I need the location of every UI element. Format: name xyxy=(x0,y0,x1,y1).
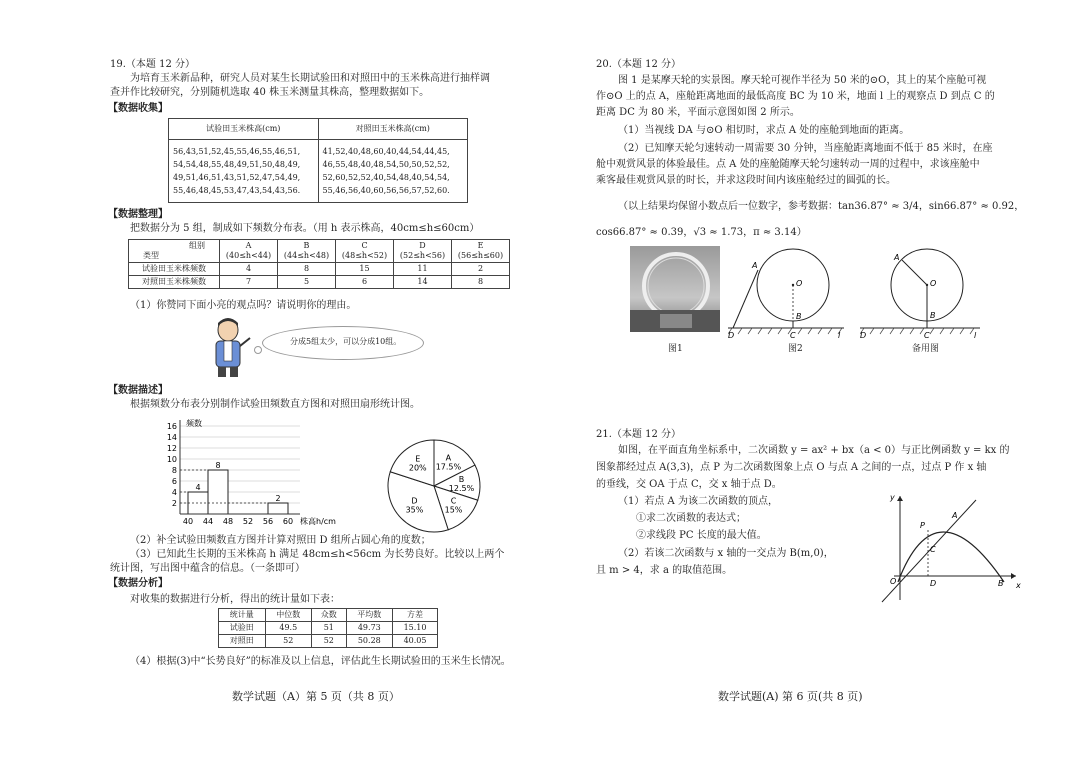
x-axis-label: 株高h/cm xyxy=(300,517,336,526)
q19-intro-line1: 为培育玉米新品种，研究人员对某生长期试验田和对照田中的玉米株高进行抽样调 xyxy=(130,73,490,84)
pie-slice-percent: 12.5% xyxy=(448,483,475,493)
pie-slice-percent: 35% xyxy=(405,505,424,515)
x-axis-label: x xyxy=(1016,581,1021,590)
label-d: D xyxy=(728,331,735,340)
q21-function-graph xyxy=(876,492,1026,604)
q20-part2-line2: 舱中观赏风景的体验最佳。点 A 处的座舱随摩天轮匀速转动一周的过程中，求该座舱中 xyxy=(596,159,980,170)
q21-header: 21.（本题 12 分） xyxy=(596,429,681,440)
q21-line2: 图象都经过点 A(3,3)，点 P 为二次函数图象上点 O 与点 A 之间的一点，过点 P 作 x 轴 xyxy=(596,462,987,473)
control-field-header: 对照田玉米株高(cm) xyxy=(318,119,468,140)
table-row: 试验田玉米株频数 4 8 15 11 2 xyxy=(129,263,510,276)
q21-part2-line1: （2）若该二次函数与 x 轴的一交点为 B(m,0)， xyxy=(618,548,834,559)
ferris-wheel-photo xyxy=(630,246,720,332)
origin-label: O xyxy=(890,577,897,586)
q21-part1: （1）若点 A 为该二次函数的顶点， xyxy=(618,496,778,507)
point-b-label: B xyxy=(998,579,1004,588)
bar-value-label: 8 xyxy=(215,461,221,470)
section-data-organization: 【数据整理】 xyxy=(108,209,168,220)
pie-slice-label: A xyxy=(445,453,452,463)
section-data-collection: 【数据收集】 xyxy=(108,103,168,114)
table-row: 对照田玉米株频数 7 5 6 14 8 xyxy=(129,276,510,289)
y-tick-label: 12 xyxy=(166,444,177,453)
q19-header: 19.（本题 12 分） xyxy=(110,59,195,70)
q20-line1: 图 1 是某摩天轮的实景图。摩天轮可视作半径为 50 米的⊙O，其上的某个座舱可视 xyxy=(618,75,987,86)
point-c-label: C xyxy=(930,545,936,554)
y-axis-label: 频数 xyxy=(186,419,202,428)
collection-table xyxy=(168,118,468,203)
q20-reference-data-line2: cos66.87° ≈ 0.39，√3 ≈ 1.73，π ≈ 3.14） xyxy=(596,227,807,238)
question-3-line2: 统计图，写出图中蕴含的信息。（一条即可） xyxy=(110,563,305,574)
question-3-line1: （3）已知此生长期的玉米株高 h 满足 48cm≤h<56cm 为长势良好。比较以上两个 xyxy=(130,549,505,560)
speech-bubble-text: 分成5组太少，可以分成10组。 xyxy=(290,337,402,346)
q20-header: 20.（本题 12 分） xyxy=(596,59,681,70)
q20-part2-line3: 乘客最佳观赏风景的时长，并求这段时间内该座舱经过的圆弧的长。 xyxy=(596,175,896,186)
spare-figure-diagram xyxy=(860,248,982,340)
trial-field-data: 56,43,51,52,45,55,46,55,46,51, 54,54,48,55,48,49,51,50,48,49, 49,51,46,51,43,51,52,47,54,49, 55,46,48,45,53,47,43,54,43,56. xyxy=(169,140,319,203)
group-e-header: E (56≤h≤60) xyxy=(452,240,510,263)
q20-reference-data-line1: （以上结果均保留小数点后一位数字，参考数据：tan36.87° ≈ 3/4，sin66.87° ≈ 0.92， xyxy=(618,201,1025,212)
group-a-header: A (40≤h<44) xyxy=(220,240,278,263)
table-row: 试验田 49.5 51 49.73 15.10 xyxy=(219,622,438,635)
trial-field-histogram xyxy=(150,414,370,532)
frequency-table xyxy=(128,239,510,289)
label-b: B xyxy=(796,312,802,321)
control-field-data: 41,52,40,48,60,40,44,54,44,45, 46,55,48,40,48,54,50,50,52,52, 52,60,52,52,40,54,48,40,54,54, 55,46,56,40,60,56,56,57,52,60. xyxy=(318,140,468,203)
label-c: C xyxy=(790,331,796,340)
label-b: B xyxy=(930,311,936,320)
y-axis-label: y xyxy=(890,493,895,502)
x-tick-label: 56 xyxy=(262,517,274,526)
q21-line1: 如图，在平面直角坐标系中，二次函数 y = ax² + bx（a < 0）与正比例函数 y = kx 的 xyxy=(618,445,1010,456)
pie-slice-percent: 15% xyxy=(444,505,463,515)
point-p-label: P xyxy=(920,521,925,530)
x-tick-label: 48 xyxy=(222,517,234,526)
x-tick-label: 40 xyxy=(182,517,194,526)
y-tick-label: 8 xyxy=(171,466,177,475)
speech-bubble-dot xyxy=(254,346,262,354)
label-o: O xyxy=(930,279,937,288)
y-tick-label: 14 xyxy=(166,433,177,442)
right-page xyxy=(540,0,1080,763)
point-a-label: A xyxy=(952,511,958,520)
point-d-label: D xyxy=(930,579,937,588)
figure-2-diagram xyxy=(728,248,846,340)
page-footer: 数学试题（A）第 5 页（共 8 页） xyxy=(232,690,400,703)
question-4: （4）根据(3)中“长势良好”的标准及以上信息，评估此生长期试验田的玉米生长情况。 xyxy=(130,656,511,667)
section-data-description: 【数据描述】 xyxy=(108,385,168,396)
group-d-header: D (52≤h<56) xyxy=(394,240,452,263)
table-corner: 组别 类型 xyxy=(129,240,220,263)
pie-slice-percent: 17.5% xyxy=(435,462,462,472)
statistics-table: 统计量 中位数 众数 平均数 方差 试验田 49.5 51 49.73 15.10 对照田 52 52 50.28 40.05 xyxy=(218,608,438,648)
q20-line3: 距离 DC 为 80 米，平面示意图如图 2 所示。 xyxy=(596,107,800,118)
q21-part2-line2: 且 m > 4，求 a 的取值范围。 xyxy=(596,565,733,576)
pie-slice-label: C xyxy=(450,496,457,506)
group-c-header: C (48≤h<52) xyxy=(336,240,394,263)
bar-value-label: 2 xyxy=(275,494,281,503)
y-tick-label: 4 xyxy=(171,488,177,497)
pie-slice-label: B xyxy=(458,474,465,484)
q20-part2-line1: （2）已知摩天轮匀速转动一周需要 30 分钟，当座舱距离地面不低于 85 米时，在座 xyxy=(618,143,993,154)
student-illustration xyxy=(200,316,260,378)
pie-slice-label: D xyxy=(411,496,418,506)
description-text: 根据频数分布表分别制作试验田频数直方图和对照田扇形统计图。 xyxy=(130,399,420,410)
group-b-header: B (44≤h<48) xyxy=(278,240,336,263)
q20-line2: 作⊙O 上的点 A，座舱距离地面的最低高度 BC 为 10 米，地面 l 上的观察点 D 到点 C 的 xyxy=(596,91,995,102)
question-2: （2）补全试验田频数直方图并计算对照田 D 组所占圆心角的度数； xyxy=(130,535,431,546)
pie-slice-label: E xyxy=(415,454,421,464)
y-tick-label: 6 xyxy=(171,477,177,486)
label-d: D xyxy=(860,331,867,340)
q21-line3: 的垂线，交 OA 于点 C，交 x 轴于点 D。 xyxy=(596,479,782,490)
x-tick-label: 52 xyxy=(242,517,254,526)
label-a: A xyxy=(894,253,900,262)
q20-part1: （1）当视线 DA 与⊙O 相切时，求点 A 处的座舱到地面的距离。 xyxy=(618,125,910,136)
q19-intro-line2: 查并作比较研究，分别随机选取 40 株玉米测量其株高，整理数据如下。 xyxy=(110,87,430,98)
label-l: l xyxy=(838,331,841,340)
bar-value-label: 4 xyxy=(195,483,201,492)
organization-text: 把数据分为 5 组，制成如下频数分布表。（用 h 表示株高，40cm≤h≤60cm） xyxy=(130,223,480,234)
label-c: C xyxy=(924,331,930,340)
question-1: （1）你赞同下面小亮的观点吗？请说明你的理由。 xyxy=(130,300,357,311)
y-tick-label: 16 xyxy=(166,422,177,431)
q21-part1-sub1: ①求二次函数的表达式； xyxy=(636,513,746,524)
label-a: A xyxy=(752,261,758,270)
x-tick-label: 60 xyxy=(282,517,294,526)
y-tick-label: 2 xyxy=(171,499,177,508)
page-footer: 数学试题(A) 第 6 页(共 8 页) xyxy=(718,690,863,703)
analysis-text: 对收集的数据进行分析，得出的统计量如下表： xyxy=(130,594,340,605)
label-l: l xyxy=(974,331,977,340)
control-field-pie-chart xyxy=(384,436,484,536)
spare-figure-caption: 备用图 xyxy=(912,344,940,354)
y-tick-label: 10 xyxy=(166,455,177,464)
section-data-analysis: 【数据分析】 xyxy=(108,578,168,589)
histogram-bar xyxy=(268,503,288,514)
table-row: 对照田 52 52 50.28 40.05 xyxy=(219,635,438,648)
trial-field-header: 试验田玉米株高(cm) xyxy=(169,119,319,140)
figure-2-caption: 图2 xyxy=(788,344,803,354)
histogram-bar xyxy=(208,470,228,514)
x-tick-label: 44 xyxy=(202,517,214,526)
figure-1-caption: 图1 xyxy=(668,344,683,354)
q21-part1-sub2: ②求线段 PC 长度的最大值。 xyxy=(636,530,767,541)
label-o: O xyxy=(796,279,803,288)
pie-slice-percent: 20% xyxy=(408,463,427,473)
